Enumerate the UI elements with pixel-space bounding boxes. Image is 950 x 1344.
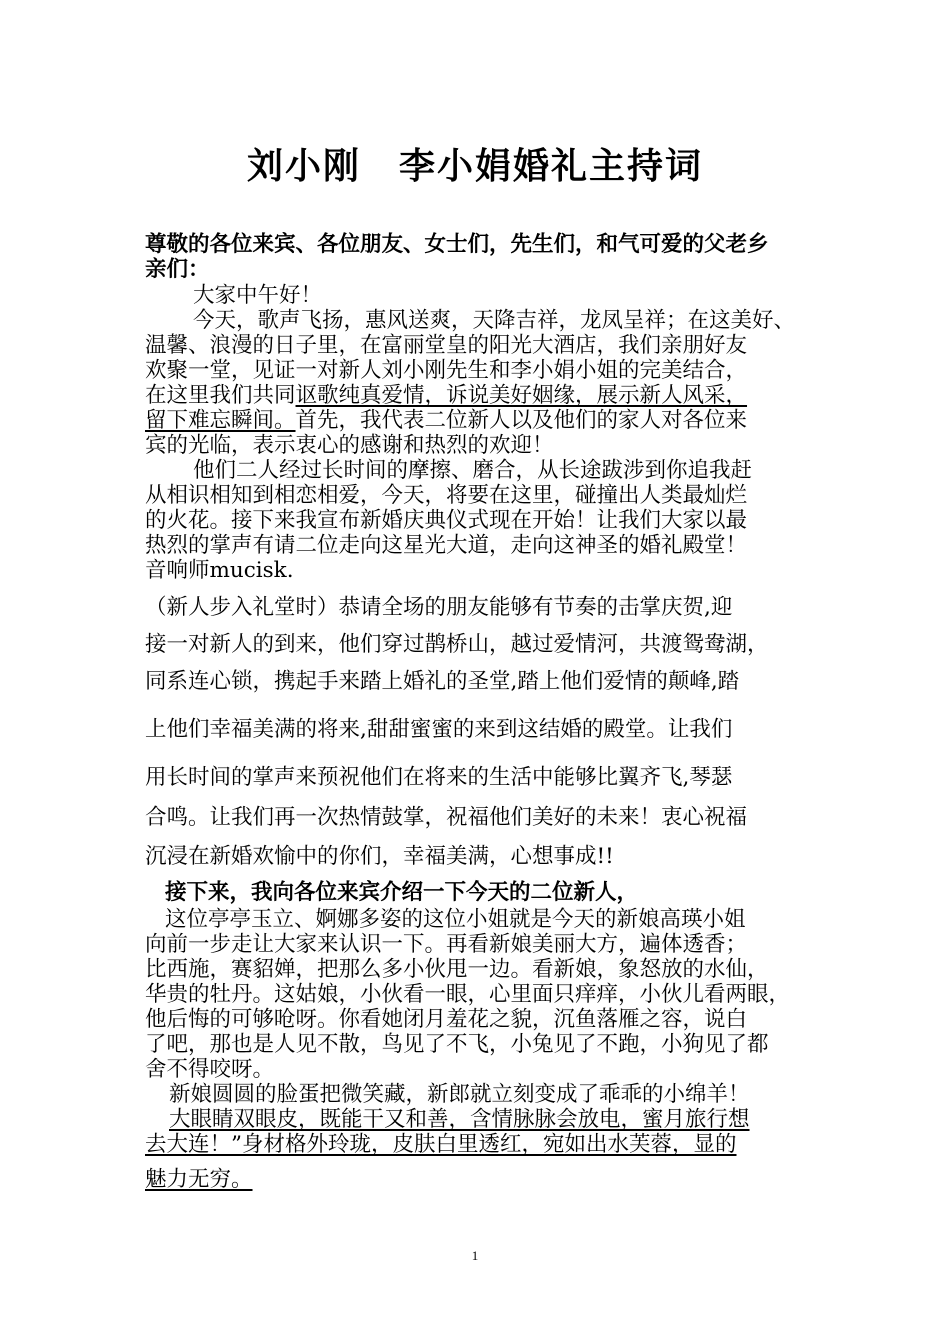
para1-line: 温馨、浪漫的日子里，在富丽堂皇的阳光大酒店，我们亲朋好友 (145, 333, 748, 358)
para6-underlined-text: 大眼睛双眼皮，既能干又和善，含情脉脉会放电，蜜月旅行想 (169, 1107, 750, 1132)
para1-text: 首先，我代表二位新人以及他们的家人对各位来 (295, 408, 748, 433)
para1-text: 在这里我们共同 (145, 383, 296, 408)
para6-line (145, 1133, 737, 1157)
para3-line: 接一对新人的到来，他们穿过鹊桥山，越过爱情河，共渡鸳鸯湖， (145, 632, 769, 657)
para4-line: 舍不得咬呀。 (145, 1057, 275, 1082)
intro-heading: 接下来，我向各位来宾介绍一下今天的二位新人， (165, 880, 639, 905)
para2-line: 的火花。接下来我宣布新婚庆典仪式现在开始！让我们大家以最 (145, 508, 748, 533)
para1-line (145, 384, 747, 408)
para3-line: 合鸣。让我们再一次热情鼓掌，祝福他们美好的未来！衷心祝福 (145, 805, 748, 830)
para4-line: 这位亭亭玉立、婀娜多姿的这位小姐就是今天的新娘高瑛小姐 (165, 907, 746, 932)
para2-line: 音响师mucisk. (145, 558, 294, 583)
para4-line: 向前一步走让大家来认识一下。再看新娘美丽大方，遍体透香； (145, 932, 748, 957)
para2-line: 热烈的掌声有请二位走向这星光大道，走向这神圣的婚礼殿堂！ (145, 533, 748, 558)
para2-line: 从相识相知到相恋相爱，今天，将要在这里，碰撞出人类最灿烂 (145, 483, 748, 508)
para6-underlined-text: 去大连！”身材格外玲珑，皮肤白里透红，宛如出水芙蓉，显的 (145, 1132, 737, 1157)
para3-line: 同系连心锁，携起手来踏上婚礼的圣堂,踏上他们爱情的颠峰,踏 (145, 669, 740, 694)
para2-line: 他们二人经过长时间的摩擦、磨合，从长途跋涉到你追我赶 (193, 458, 753, 483)
para4-line: 了吧，那也是人见不散，鸟见了不飞，小兔见了不跑，小狗见了都 (145, 1032, 769, 1057)
para1-underlined-text: 留下难忘瞬间。 (145, 408, 296, 433)
para3-line: （新人步入礼堂时）恭请全场的朋友能够有节奏的击掌庆贺,迎 (145, 595, 733, 620)
page-number: 1 (471, 1248, 479, 1263)
para3-line: 上他们幸福美满的将来,甜甜蜜蜜的来到这结婚的殿堂。让我们 (145, 717, 733, 742)
para1-underlined-text: 讴歌纯真爱情，诉说美好姻缘，展示新人风采， (295, 383, 748, 408)
salutation-line-2: 亲们： (145, 257, 210, 282)
para1-line: 欢聚一堂，见证一对新人刘小刚先生和李小娟小姐的完美结合， (145, 358, 748, 383)
para1-line (145, 409, 747, 433)
para4-line: 华贵的牡丹。这姑娘，小伙看一眼，心里面只痒痒，小伙儿看两眼， (145, 982, 791, 1007)
para4-line: 他后悔的可够呛呀。你看她闭月羞花之貌，沉鱼落雁之容，说白 (145, 1007, 748, 1032)
para6-line (169, 1108, 750, 1132)
para6-line (145, 1168, 253, 1192)
para5-line: 新娘圆圆的脸蛋把微笑藏，新郎就立刻变成了乖乖的小绵羊！ (169, 1082, 750, 1107)
para4-line: 比西施，赛貂婵，把那么多小伙甩一边。看新娘，象怒放的水仙， (145, 957, 769, 982)
document-title: 刘小刚 李小娟婚礼主持词 (246, 146, 703, 187)
para1-line: 宾的光临，表示衷心的感谢和热烈的欢迎！ (145, 433, 554, 458)
para3-line: 沉浸在新婚欢愉中的你们，幸福美满，心想事成!! (145, 844, 614, 869)
para3-line: 用长时间的掌声来预祝他们在将来的生活中能够比翼齐飞,琴瑟 (145, 765, 733, 790)
para1-line: 今天，歌声飞扬，惠风送爽，天降吉祥，龙凤呈祥；在这美好、 (193, 308, 796, 333)
greeting: 大家中午好！ (193, 283, 323, 308)
salutation-line-1: 尊敬的各位来宾、各位朋友、女士们，先生们，和气可爱的父老乡 (145, 232, 769, 257)
para6-underlined-text: 魅力无穷。 (145, 1167, 253, 1192)
